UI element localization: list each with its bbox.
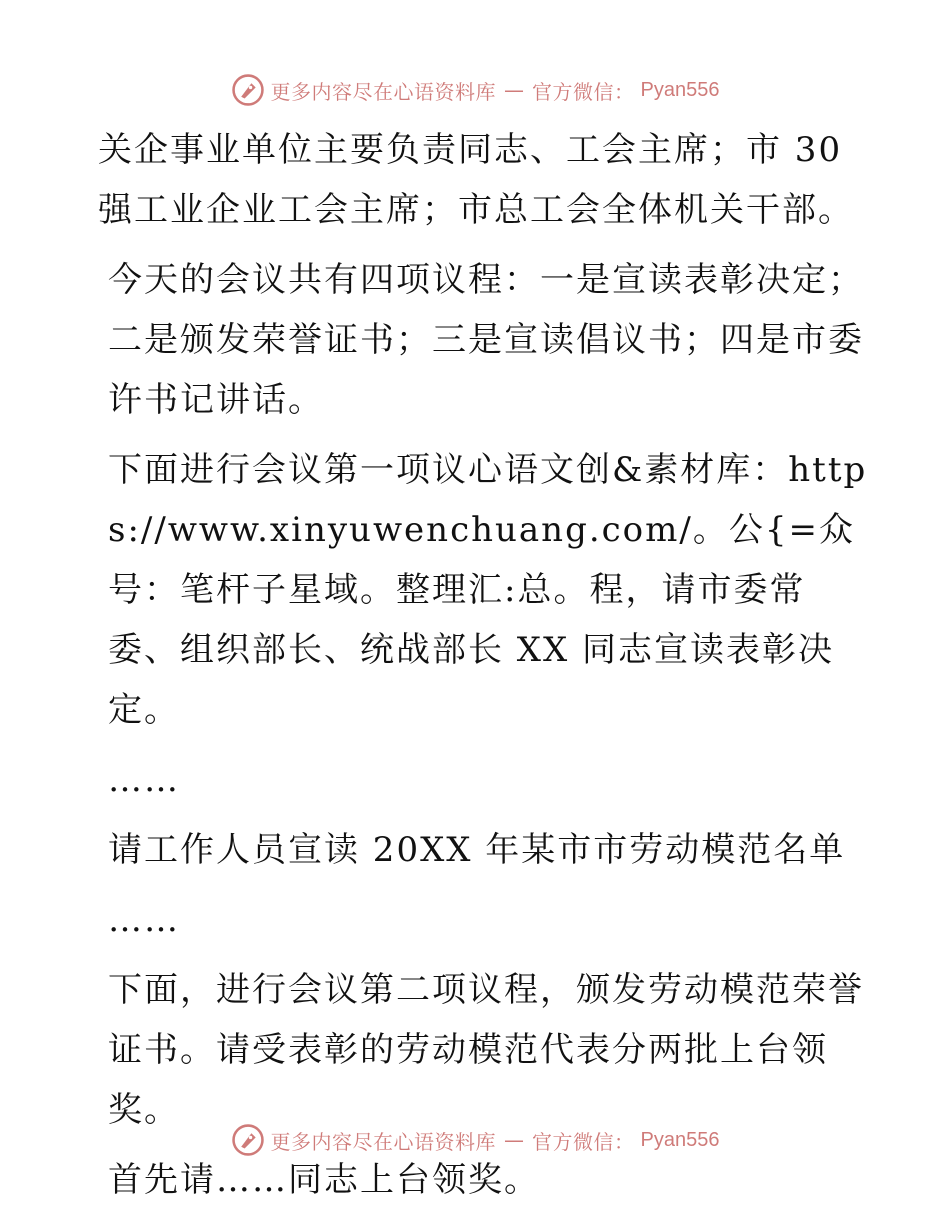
- document-body: [98, 120, 868, 1210]
- pen-nib-icon: [231, 1123, 265, 1157]
- paragraph-agenda: 今天的会议共有四项议程：一是宣读表彰决定；二是颁发荣誉证书；三是宣读倡议书；四是市委许书记讲话。: [108, 260, 864, 420]
- watermark-official-label: 官方微信：: [532, 1129, 635, 1154]
- paragraph-ellipsis-1: ……: [108, 760, 180, 800]
- paragraph-name-list: 请工作人员宣读 20XX 年某市市劳动模范名单: [108, 830, 846, 870]
- watermark-official-label: 官方微信：: [532, 79, 635, 104]
- paragraph-item-two: 下面，进行会议第二项议程，颁发劳动模范荣誉证书。请受表彰的劳动模范代表分两批上台领奖。: [108, 970, 864, 1130]
- paragraph-attendees: 关企事业单位主要负责同志、工会主席；市 30 强工业企业工会主席；市总工会全体机关干部。: [98, 130, 854, 230]
- watermark-account: Pyan556: [640, 1128, 720, 1151]
- footer-watermark: [0, 1120, 950, 1160]
- header-watermark: [0, 70, 950, 110]
- watermark-account: Pyan556: [640, 78, 720, 101]
- watermark-separator: —: [504, 1128, 525, 1152]
- paragraph-ellipsis-2: ……: [108, 900, 180, 940]
- paragraph-first-batch: 首先请……同志上台领奖。: [108, 1160, 540, 1200]
- watermark-separator: —: [504, 78, 525, 102]
- paragraph-item-one: 下面进行会议第一项议心语文创&素材库：https://www.xinyuwenchuang.com/。公{=众号：笔杆子星域。整理汇:总。程，请市委常委、组织部长、统战部长 XX 同志宣读表彰决定。: [108, 450, 868, 730]
- watermark-text: 更多内容尽在心语资料库: [270, 1129, 497, 1154]
- pen-nib-icon: [231, 73, 265, 107]
- watermark-text: 更多内容尽在心语资料库: [270, 79, 497, 104]
